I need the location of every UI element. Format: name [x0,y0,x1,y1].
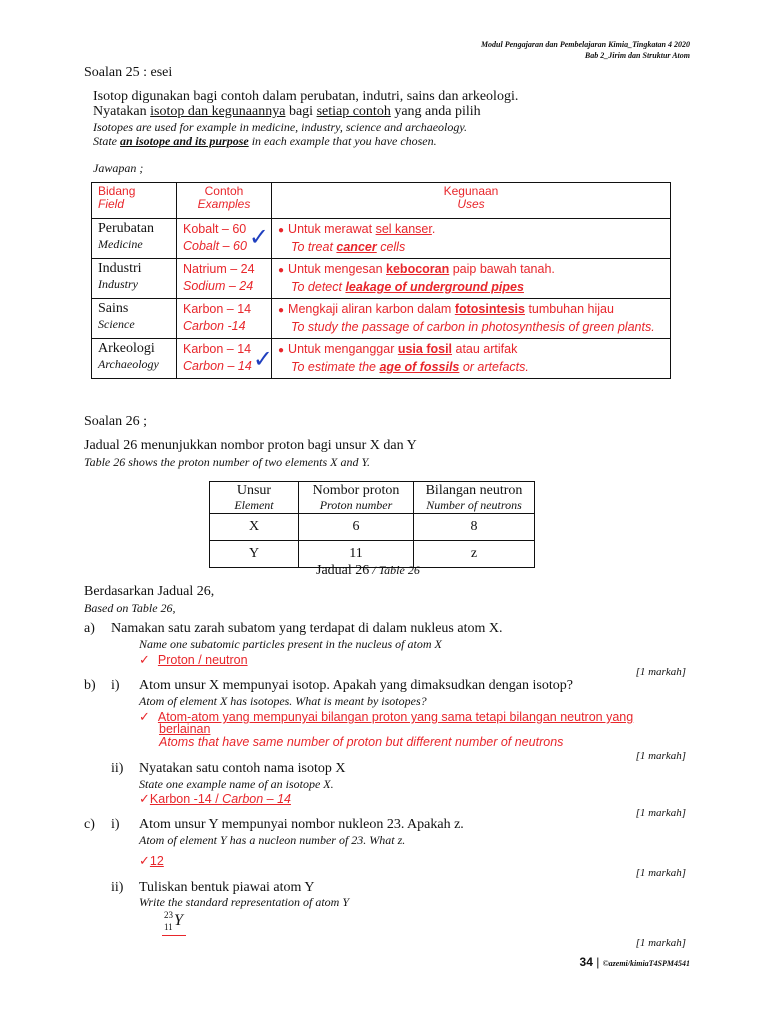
part-bi-question-en: Atom of element X has isotopes. What is meant by isotopes? [139,694,427,708]
part-c-label: c) [84,817,95,832]
mark-cii: [1 markah] [635,937,686,949]
table-row: Arkeologi Archaeology Karbon – 14 Carbon – 14 ✓ ● Untuk menganggar usia fosil atau artifak To estimate the age of fossils or artefacts. [92,339,671,379]
header-proton: Nombor proton Proton number [299,482,414,514]
header-uses: Kegunaan Uses [272,183,671,219]
header-line-2: Bab 2_Jirim dan Struktur Atom [584,51,690,60]
part-cii-question: Tuliskan bentuk piawai atom Y [139,880,315,895]
part-bii-answer: ✓Karbon -14 / Carbon – 14 [139,791,291,806]
q25-line-2: Nyatakan isotop dan kegunaannya bagi setiap contoh yang anda pilih [93,104,481,119]
part-ci-question-en: Atom of element Y has a nucleon number of 23. What z. [139,833,406,847]
footer: 34 | ©azemi/kimiaT4SPM4541 [579,955,690,969]
mark-bii: [1 markah] [635,807,686,819]
answer-underline [162,935,186,936]
mark-a: [1 markah] [635,666,686,678]
proton-number-table [209,481,535,568]
jawapan-label: Jawapan ; [93,161,144,175]
table-row: Sains Science Karbon – 14 Carbon -14 ● Mengkaji aliran karbon dalam fotosintesis tumbuhan hijau To study the passage of carbon in photosynthesis of green plants. [92,299,671,339]
q26-intro: Jadual 26 menunjukkan nombor proton bagi unsur X dan Y [84,438,417,453]
page-number: 34 [579,955,593,969]
q25-line-3: Isotopes are used for example in medicine, industry, science and archaeology. [93,120,468,134]
header-line-1: Modul Pengajaran dan Pembelajaran Kimia_Tingkatan 4 2020 [480,40,690,49]
part-a-question: Namakan satu zarah subatom yang terdapat di dalam nukleus atom X. [111,621,503,636]
bullet-icon: ● [278,225,285,236]
q26-intro-en: Table 26 shows the proton number of two elements X and Y. [84,455,371,469]
q26-title: Soalan 26 ; [84,414,147,429]
bullet-icon: ● [278,345,285,356]
checkmark-icon: ✓ [139,791,150,806]
part-bi-answer: ✓ Atom-atom yang mempunyai bilangan proton yang sama tetapi bilangan neutron yang [139,709,634,724]
teacher-checkmark-icon: ✓ [248,223,269,251]
part-bii-label: ii) [111,761,124,776]
based-on: Berdasarkan Jadual 26, [84,584,215,599]
proton-number: 11 [164,922,173,932]
table-row: X 6 8 [210,514,535,541]
part-cii-label: ii) [111,880,124,895]
bullet-icon: ● [278,305,285,316]
q25-line-4: State an isotope and its purpose in each example that you have chosen. [93,134,437,148]
part-a-answer: ✓ Proton / neutron [139,652,248,667]
header-element: Unsur Element [210,482,299,514]
isotope-uses-table [91,182,671,379]
part-a-question-en: Name one subatomic particles present in the nucleus of atom X [139,637,442,651]
table-row: Y 11 z [210,541,535,568]
part-bi-answer-en: Atoms that have same number of proton but different number of neutrons [159,735,564,749]
part-ci-label: i) [111,817,120,832]
element-symbol: Y [174,912,183,929]
part-bi-label: i) [111,678,120,693]
part-b-label: b) [84,678,96,693]
header-field: Bidang Field [92,183,177,219]
standard-representation [160,910,190,938]
part-cii-question-en: Write the standard representation of atom Y [139,895,349,909]
header-examples: Contoh Examples [177,183,272,219]
table-row: Industri Industry Natrium – 24 Sodium – 24 ● Untuk mengesan kebocoran paip bawah tanah. To detect leakage of underground pipes [92,259,671,299]
part-ci-answer: ✓12 [139,853,164,868]
checkmark-icon: ✓ [139,853,150,868]
part-ci-question: Atom unsur Y mempunyai nombor nukleon 23. Apakah z. [139,817,464,832]
mark-ci: [1 markah] [635,867,686,879]
footer-credit: ©azemi/kimiaT4SPM4541 [602,959,690,968]
table-row: Perubatan Medicine Kobalt – 60 Cobalt – 60 ✓ ● Untuk merawat sel kanser. To treat cancer cells [92,219,671,259]
checkmark-icon: ✓ [139,652,150,667]
based-on-en: Based on Table 26, [84,601,176,615]
bullet-icon: ● [278,265,285,276]
teacher-checkmark-icon: ✓ [252,345,273,373]
q25-line-1: Isotop digunakan bagi contoh dalam perubatan, indutri, sains dan arkeologi. [93,89,519,104]
mark-bi: [1 markah] [635,750,686,762]
table-caption: Jadual 26 / Table 26 [316,563,420,578]
part-bi-question: Atom unsur X mempunyai isotop. Apakah yang dimaksudkan dengan isotop? [139,678,573,693]
nucleon-number: 23 [164,910,173,920]
header-neutron: Bilangan neutron Number of neutrons [414,482,535,514]
part-bii-question: Nyatakan satu contoh nama isotop X [139,761,346,776]
part-a-label: a) [84,621,95,636]
checkmark-icon: ✓ [139,709,150,724]
part-bi-answer-2: berlainan [159,722,211,736]
q25-title: Soalan 25 : esei [84,65,173,80]
part-bii-question-en: State one example name of an isotope X. [139,777,334,791]
